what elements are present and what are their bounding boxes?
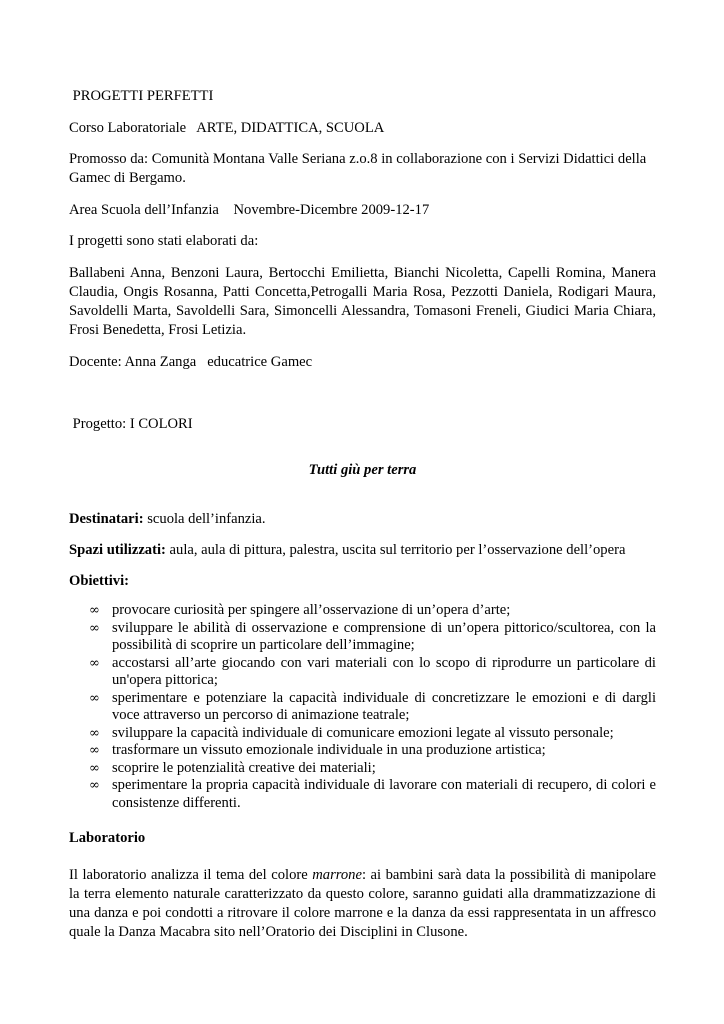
list-item-text: sperimentare e potenziare la capacità individuale di concretizzare le emozioni e di dargli voce attraverso un percorso di animazione teatrale; — [112, 689, 656, 723]
infinity-bullet-icon: ∞ — [89, 725, 100, 741]
area-line — [69, 201, 656, 220]
objectives-heading: Obiettivi: — [69, 573, 129, 589]
list-item-text: accostarsi all’arte giocando con vari materiali con lo scopo di riprodurre un particolare di un'opera pittorica; — [112, 654, 656, 688]
area-dates: Novembre-Dicembre 2009-12-17 — [233, 202, 430, 218]
recipients-line — [69, 510, 656, 529]
list-item — [69, 742, 656, 760]
document-title — [69, 87, 656, 106]
infinity-bullet-icon: ∞ — [89, 620, 100, 636]
spaces-value: aula, aula di pittura, palestra, uscita sul territorio per l’osservazione dell’opera — [169, 542, 626, 558]
authors-intro: I progetti sono stati elaborati da: — [69, 233, 259, 249]
infinity-bullet-icon: ∞ — [89, 655, 100, 671]
list-item-text: scoprire le potenzialità creative dei materiali; — [112, 759, 376, 776]
laboratory-heading: Laboratorio — [69, 830, 146, 846]
laboratory-text-part: Il laboratorio analizza il tema del colore — [69, 867, 313, 883]
title-text: PROGETTI PERFETTI — [72, 88, 214, 104]
laboratory-text-part: : ai bambini sarà data la possibilità di manipolare la terra elemento naturale caratterizzato da questo colore, saranno guidati alla drammatizzazione di una danza e poi condotti a ritrovare il colore marrone e la danza da essi rappresentata in un affresco quale la Danza Macabra sito nell’Oratorio dei Disciplini in Clusone. — [69, 867, 656, 940]
list-item — [69, 777, 656, 812]
project-title: Tutti giù per terra — [308, 461, 417, 478]
list-item-text: provocare curiosità per spingere all’osservazione di un’opera d’arte; — [112, 602, 511, 618]
spaces-label: Spazi utilizzati: — [69, 542, 166, 558]
spaces-line — [69, 541, 656, 560]
infinity-bullet-icon: ∞ — [89, 603, 100, 618]
objectives-list — [69, 602, 656, 812]
list-item-text: sviluppare le abilità di osservazione e comprensione di un’opera pittorico/scultorea, con la possibilità di scoprire un particolare dell’immagine; — [112, 619, 656, 653]
recipients-value: scuola dell’infanzia. — [147, 511, 266, 527]
infinity-bullet-icon: ∞ — [89, 778, 100, 793]
promoted-by: Promosso da: Comunità Montana Valle Seriana z.o.8 in collaborazione con i Servizi Didattici della Gamec di Bergamo. — [69, 151, 647, 186]
infinity-bullet-icon: ∞ — [89, 690, 100, 706]
recipients-label: Destinatari: — [69, 511, 144, 527]
list-item — [69, 690, 656, 725]
teacher-line — [69, 353, 656, 372]
teacher-label: Docente: Anna Zanga — [69, 354, 197, 370]
course-label: Corso Laboratoriale — [69, 120, 187, 136]
laboratory-emphasis: marrone — [312, 867, 362, 883]
course-line — [69, 119, 656, 138]
list-item — [69, 725, 656, 743]
course-name: ARTE, DIDATTICA, SCUOLA — [196, 120, 385, 136]
list-item-text: sperimentare la propria capacità individuale di lavorare con materiali di recupero, di colori e consistenze differenti. — [112, 777, 656, 811]
list-item-text: sviluppare la capacità individuale di comunicare emozioni legate al vissuto personale; — [112, 724, 614, 741]
list-item — [69, 620, 656, 655]
list-item-text: trasformare un vissuto emozionale individuale in una produzione artistica; — [112, 742, 546, 758]
infinity-bullet-icon: ∞ — [89, 760, 100, 776]
laboratory-text — [69, 866, 656, 942]
project-label-text: Progetto: I COLORI — [72, 416, 193, 432]
list-item — [69, 602, 656, 620]
list-item — [69, 760, 656, 778]
infinity-bullet-icon: ∞ — [89, 743, 100, 758]
authors-list: Ballabeni Anna, Benzoni Laura, Bertocchi Emilietta, Bianchi Nicoletta, Capelli Romina, Manera Claudia, Ongis Rosanna, Patti Concetta,Petrogalli Maria Rosa, Pezzotti Daniela, Rodigari Maura, Savoldelli Marta, Savoldelli Sara, Simoncelli Alessandra, Tomasoni Freneli, Giudici Maria Chiara, Frosi Benedetta, Frosi Letizia. — [69, 265, 656, 338]
list-item — [69, 655, 656, 690]
area-label: Area Scuola dell’Infanzia — [69, 202, 219, 218]
teacher-role: educatrice Gamec — [207, 354, 313, 370]
project-label — [69, 415, 656, 434]
